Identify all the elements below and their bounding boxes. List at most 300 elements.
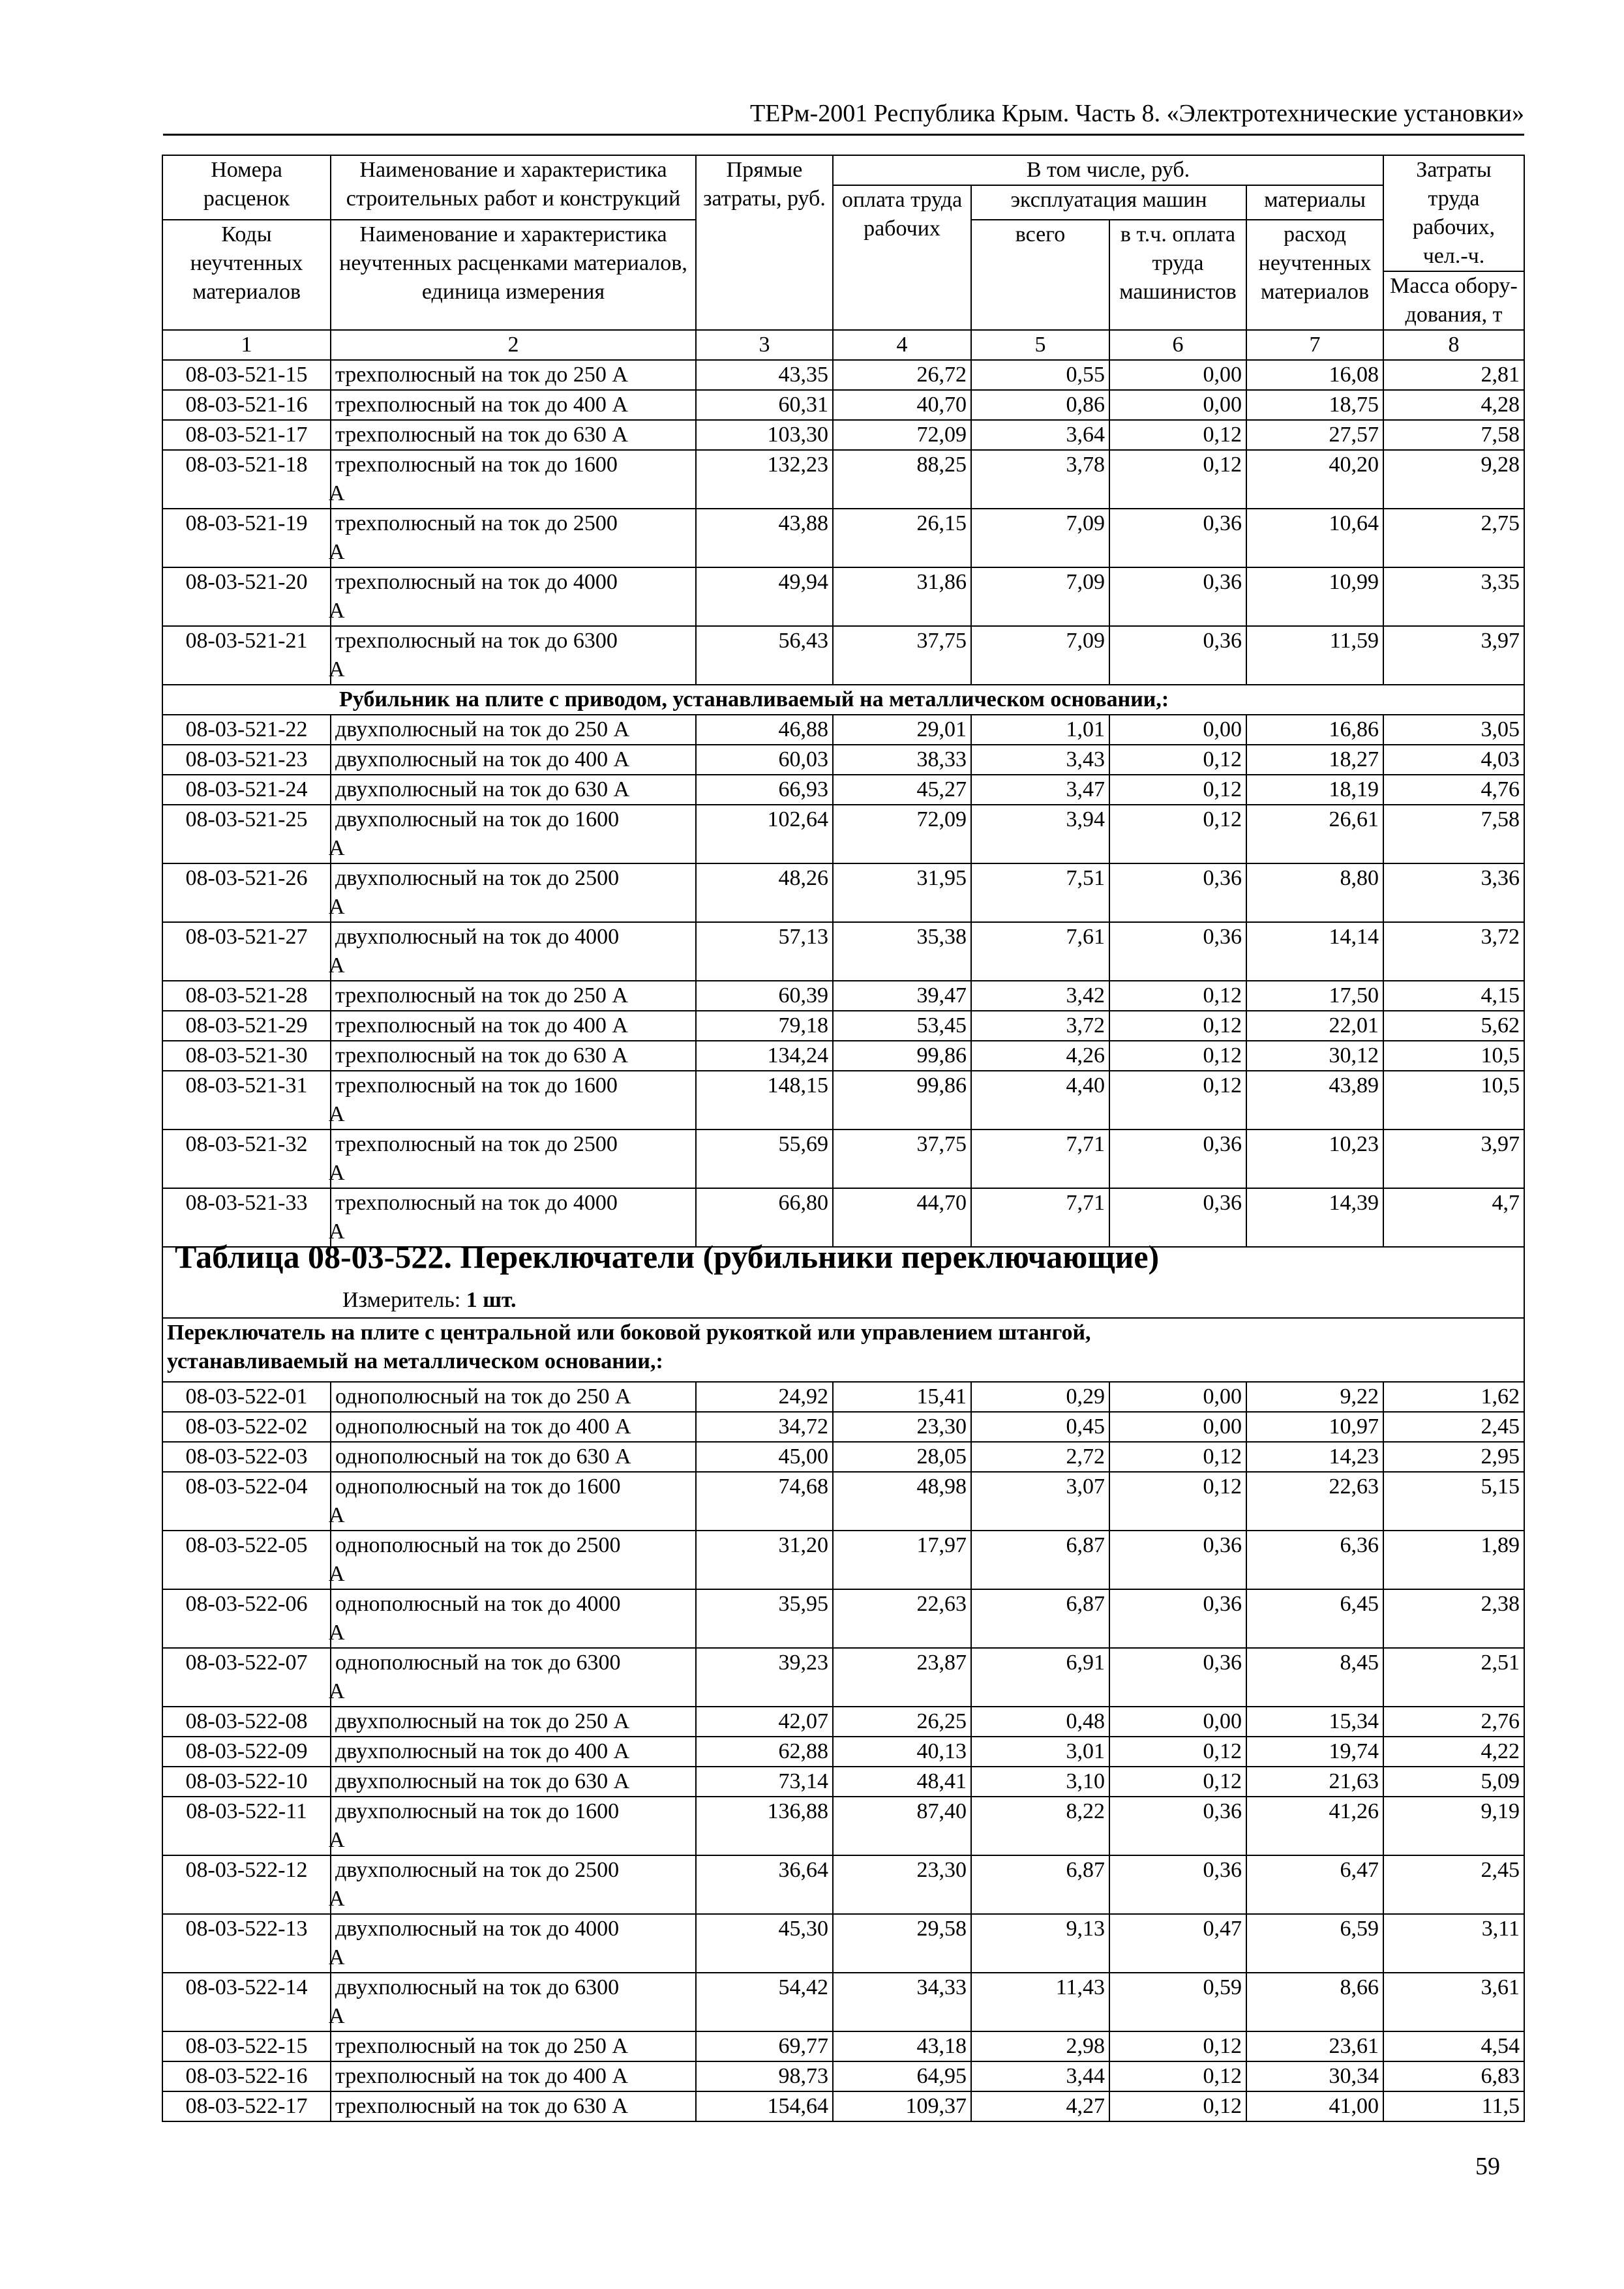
machine-cost-total: 7,09 (971, 509, 1109, 567)
machinist-pay: 0,00 (1109, 1412, 1246, 1442)
work-name (331, 2031, 696, 2061)
labor-pay: 109,37 (833, 2091, 971, 2121)
labor-hours: 3,97 (1383, 1130, 1524, 1188)
col7-header: расход неучтенных материалов (1246, 220, 1383, 330)
labor-hours: 2,45 (1383, 1412, 1524, 1442)
materials-cost: 27,57 (1246, 420, 1383, 450)
direct-cost: 102,64 (696, 805, 833, 863)
machinist-pay: 0,36 (1109, 1589, 1246, 1648)
labor-pay: 48,98 (833, 1472, 971, 1531)
machine-cost-total: 6,87 (971, 1855, 1109, 1914)
machine-cost-total: 4,40 (971, 1071, 1109, 1130)
table-row (162, 1531, 1524, 1589)
col-number: 2 (331, 330, 696, 360)
work-name (331, 1412, 696, 1442)
table-row (162, 715, 1524, 745)
work-name (331, 1130, 696, 1188)
direct-cost: 46,88 (696, 715, 833, 745)
machine-cost-total: 7,09 (971, 626, 1109, 685)
labor-hours: 3,61 (1383, 1973, 1524, 2031)
materials-cost: 18,19 (1246, 775, 1383, 805)
work-name (331, 1442, 696, 1472)
labor-hours: 4,28 (1383, 390, 1524, 420)
page-number: 59 (1475, 2153, 1500, 2180)
work-name-text: двухполюсный на ток до 6300 (335, 1975, 620, 1999)
machine-cost-total: 0,55 (971, 360, 1109, 390)
work-name (331, 863, 696, 922)
table-row (162, 1130, 1524, 1188)
machinist-pay: 0,36 (1109, 863, 1246, 922)
direct-cost: 55,69 (696, 1130, 833, 1188)
table-row (162, 745, 1524, 775)
table-row (162, 1855, 1524, 1914)
machinist-pay: 0,36 (1109, 922, 1246, 981)
table-row (162, 626, 1524, 685)
work-name (331, 1011, 696, 1041)
rate-code: 08-03-521-17 (162, 420, 331, 450)
machinist-pay: 0,36 (1109, 626, 1246, 685)
rate-code: 08-03-522-06 (162, 1589, 331, 1648)
col-number: 7 (1246, 330, 1383, 360)
labor-hours: 4,15 (1383, 981, 1524, 1011)
work-name-text: трехполюсный на ток до 400 А (335, 1013, 628, 1038)
work-name-text: трехполюсный на ток до 2500 (335, 511, 618, 535)
labor-pay: 64,95 (833, 2061, 971, 2091)
rate-code: 08-03-521-25 (162, 805, 331, 863)
rate-code: 08-03-521-28 (162, 981, 331, 1011)
labor-hours: 4,76 (1383, 775, 1524, 805)
direct-cost: 39,23 (696, 1648, 833, 1707)
materials-cost: 40,20 (1246, 450, 1383, 509)
rate-code: 08-03-522-05 (162, 1531, 331, 1589)
rate-code: 08-03-521-26 (162, 863, 331, 922)
machine-cost-total: 2,72 (971, 1442, 1109, 1472)
labor-hours: 2,51 (1383, 1648, 1524, 1707)
table-row (162, 1914, 1524, 1973)
work-name-text: однополюсный на ток до 1600 (335, 1474, 621, 1499)
work-name (331, 567, 696, 626)
labor-pay: 72,09 (833, 805, 971, 863)
labor-pay: 43,18 (833, 2031, 971, 2061)
work-name-unit: А (329, 1503, 345, 1527)
labor-pay: 44,70 (833, 1188, 971, 1247)
work-name (331, 1472, 696, 1531)
materials-cost: 10,64 (1246, 509, 1383, 567)
direct-cost: 60,39 (696, 981, 833, 1011)
machinist-pay: 0,12 (1109, 1767, 1246, 1797)
work-name-text: двухполюсный на ток до 630 А (335, 1769, 630, 1793)
rate-code: 08-03-522-01 (162, 1382, 331, 1412)
work-name (331, 626, 696, 685)
materials-cost: 11,59 (1246, 626, 1383, 685)
table-row (162, 450, 1524, 509)
labor-pay: 35,38 (833, 922, 971, 981)
labor-pay: 26,15 (833, 509, 971, 567)
machinist-pay: 0,36 (1109, 1531, 1246, 1589)
labor-pay: 17,97 (833, 1531, 971, 1589)
labor-hours: 2,45 (1383, 1855, 1524, 1914)
table-row (162, 1412, 1524, 1442)
table-heading: Таблица 08-03-522. Переключатели (рубильники переключающие) (175, 1238, 1160, 1275)
direct-cost: 48,26 (696, 863, 833, 922)
work-name-text: трехполюсный на ток до 1600 (335, 1073, 618, 1098)
measure-value: 1 шт. (466, 1288, 517, 1312)
labor-pay: 99,86 (833, 1071, 971, 1130)
materials-cost: 6,36 (1246, 1531, 1383, 1589)
section-title-switch-drive: Рубильник на плите с приводом, устанавливаемый на металлическом основании,: (162, 685, 1524, 715)
labor-pay: 26,72 (833, 360, 971, 390)
work-name-text: однополюсный на ток до 2500 (335, 1533, 621, 1557)
work-name (331, 1589, 696, 1648)
labor-hours: 3,97 (1383, 626, 1524, 685)
work-name (331, 745, 696, 775)
materials-cost: 19,74 (1246, 1737, 1383, 1767)
materials-cost: 6,45 (1246, 1589, 1383, 1648)
direct-cost: 66,93 (696, 775, 833, 805)
work-name (331, 450, 696, 509)
labor-pay: 40,70 (833, 390, 971, 420)
machinist-pay: 0,36 (1109, 1648, 1246, 1707)
work-name (331, 1914, 696, 1973)
machine-cost-total: 3,43 (971, 745, 1109, 775)
machinist-pay: 0,00 (1109, 360, 1246, 390)
machine-cost-total: 3,44 (971, 2061, 1109, 2091)
machinist-pay: 0,36 (1109, 1855, 1246, 1914)
work-name-unit: А (329, 657, 345, 681)
direct-cost: 66,80 (696, 1188, 833, 1247)
direct-cost: 45,30 (696, 1914, 833, 1973)
table-row (162, 1589, 1524, 1648)
rate-code: 08-03-521-33 (162, 1188, 331, 1247)
labor-pay: 22,63 (833, 1589, 971, 1648)
machinist-pay: 0,00 (1109, 1382, 1246, 1412)
labor-hours: 7,58 (1383, 420, 1524, 450)
machine-cost-total: 3,07 (971, 1472, 1109, 1531)
machine-cost-total: 3,72 (971, 1011, 1109, 1041)
rate-code: 08-03-522-16 (162, 2061, 331, 2091)
machinist-pay: 0,12 (1109, 2031, 1246, 2061)
direct-cost: 60,31 (696, 390, 833, 420)
rates-table-522 (162, 1317, 1525, 2122)
machine-cost-total: 9,13 (971, 1914, 1109, 1973)
machine-cost-total: 7,71 (971, 1130, 1109, 1188)
labor-hours: 5,09 (1383, 1767, 1524, 1797)
column-numbers-row (162, 330, 1524, 360)
labor-pay: 53,45 (833, 1011, 971, 1041)
materials-cost: 6,47 (1246, 1855, 1383, 1914)
work-name (331, 1071, 696, 1130)
rate-code: 08-03-522-07 (162, 1648, 331, 1707)
rate-code: 08-03-521-24 (162, 775, 331, 805)
direct-cost: 31,20 (696, 1531, 833, 1589)
table-row (162, 420, 1524, 450)
materials-cost: 22,01 (1246, 1011, 1383, 1041)
labor-hours: 3,11 (1383, 1914, 1524, 1973)
col2-header-bottom: Наименование и характеристика неучтенных расценками материалов, единица измерения (331, 220, 696, 330)
table-row (162, 1707, 1524, 1737)
work-name-text: трехполюсный на ток до 250 А (335, 2034, 628, 2058)
labor-pay: 37,75 (833, 626, 971, 685)
materials-cost: 41,00 (1246, 2091, 1383, 2121)
work-name (331, 1382, 696, 1412)
work-name-text: трехполюсный на ток до 630 А (335, 2094, 628, 2118)
direct-cost: 43,35 (696, 360, 833, 390)
machinist-pay: 0,36 (1109, 1797, 1246, 1855)
machinist-pay: 0,00 (1109, 715, 1246, 745)
table-row (162, 567, 1524, 626)
labor-pay: 87,40 (833, 1797, 971, 1855)
labor-pay: 28,05 (833, 1442, 971, 1472)
labor-hours: 1,89 (1383, 1531, 1524, 1589)
labor-hours: 4,22 (1383, 1737, 1524, 1767)
measure-unit (342, 1286, 517, 1315)
work-name-text: трехполюсный на ток до 4000 (335, 570, 618, 594)
work-name-text: трехполюсный на ток до 2500 (335, 1132, 618, 1156)
machine-cost-total: 0,45 (971, 1412, 1109, 1442)
machine-cost-total: 3,64 (971, 420, 1109, 450)
direct-cost: 148,15 (696, 1071, 833, 1130)
work-name-text: двухполюсный на ток до 1600 (335, 1799, 620, 1823)
materials-cost: 30,34 (1246, 2061, 1383, 2091)
work-name-unit: А (329, 953, 345, 978)
rate-code: 08-03-522-08 (162, 1707, 331, 1737)
machine-cost-total: 3,94 (971, 805, 1109, 863)
labor-hours: 2,81 (1383, 360, 1524, 390)
direct-cost: 49,94 (696, 567, 833, 626)
table-row (162, 1973, 1524, 2031)
work-name-text: трехполюсный на ток до 250 А (335, 363, 628, 387)
machinist-pay: 0,59 (1109, 1973, 1246, 2031)
materials-cost: 16,08 (1246, 360, 1383, 390)
machinist-pay: 0,47 (1109, 1914, 1246, 1973)
work-name-text: двухполюсный на ток до 4000 (335, 925, 620, 949)
direct-cost: 154,64 (696, 2091, 833, 2121)
rate-code: 08-03-521-27 (162, 922, 331, 981)
direct-cost: 60,03 (696, 745, 833, 775)
work-name (331, 2061, 696, 2091)
work-name-text: однополюсный на ток до 250 А (335, 1384, 631, 1409)
machine-cost-total: 11,43 (971, 1973, 1109, 2031)
materials-cost: 23,61 (1246, 2031, 1383, 2061)
work-name (331, 805, 696, 863)
work-name (331, 715, 696, 745)
col8-header-top: Затраты труда рабочих, чел.-ч. (1383, 155, 1524, 271)
direct-cost: 74,68 (696, 1472, 833, 1531)
work-name (331, 2091, 696, 2121)
labor-hours: 7,58 (1383, 805, 1524, 863)
col-number: 6 (1109, 330, 1246, 360)
machinist-pay: 0,12 (1109, 775, 1246, 805)
direct-cost: 132,23 (696, 450, 833, 509)
table-row (162, 360, 1524, 390)
work-name-unit: А (329, 895, 345, 919)
materials-cost: 30,12 (1246, 1041, 1383, 1071)
work-name-text: двухполюсный на ток до 2500 (335, 866, 620, 890)
rate-code: 08-03-521-30 (162, 1041, 331, 1071)
rate-code: 08-03-522-17 (162, 2091, 331, 2121)
machinist-pay: 0,12 (1109, 1071, 1246, 1130)
direct-cost: 42,07 (696, 1707, 833, 1737)
work-name-text: однополюсный на ток до 6300 (335, 1651, 621, 1675)
direct-cost: 62,88 (696, 1737, 833, 1767)
materials-cost: 10,99 (1246, 567, 1383, 626)
labor-hours: 4,03 (1383, 745, 1524, 775)
machine-cost-total: 7,51 (971, 863, 1109, 922)
work-name (331, 1767, 696, 1797)
work-name-text: двухполюсный на ток до 250 А (335, 717, 630, 741)
machine-cost-total: 4,26 (971, 1041, 1109, 1071)
labor-hours: 5,15 (1383, 1472, 1524, 1531)
direct-cost: 24,92 (696, 1382, 833, 1412)
work-name-text: трехполюсный на ток до 630 А (335, 1043, 628, 1068)
rate-code: 08-03-521-23 (162, 745, 331, 775)
work-name-unit: А (329, 2004, 345, 2028)
rate-code: 08-03-521-31 (162, 1071, 331, 1130)
labor-hours: 3,05 (1383, 715, 1524, 745)
work-name-unit: А (329, 1679, 345, 1703)
machine-cost-total: 7,09 (971, 567, 1109, 626)
rate-code: 08-03-522-09 (162, 1737, 331, 1767)
labor-pay: 26,25 (833, 1707, 971, 1737)
work-name (331, 1531, 696, 1589)
materials-cost: 18,27 (1246, 745, 1383, 775)
section-title-line: устанавливаемый на металлическом основании,: (167, 1349, 663, 1373)
materials-cost: 8,80 (1246, 863, 1383, 922)
work-name-unit: А (329, 1161, 345, 1185)
direct-cost: 79,18 (696, 1011, 833, 1041)
labor-pay: 37,75 (833, 1130, 971, 1188)
direct-cost: 36,64 (696, 1855, 833, 1914)
labor-hours: 10,5 (1383, 1041, 1524, 1071)
machine-cost-total: 2,98 (971, 2031, 1109, 2061)
work-name-text: однополюсный на ток до 630 А (335, 1444, 631, 1469)
materials-cost: 41,26 (1246, 1797, 1383, 1855)
table-row (162, 863, 1524, 922)
table-row (162, 1041, 1524, 1071)
materials-cost: 22,63 (1246, 1472, 1383, 1531)
rate-code: 08-03-522-13 (162, 1914, 331, 1973)
col8-header-bottom: Масса обору- дования, т (1383, 271, 1524, 330)
labor-pay: 39,47 (833, 981, 971, 1011)
rate-code: 08-03-522-02 (162, 1412, 331, 1442)
work-name (331, 1797, 696, 1855)
materials-cost: 15,34 (1246, 1707, 1383, 1737)
work-name-text: трехполюсный на ток до 4000 (335, 1191, 618, 1215)
rate-code: 08-03-521-18 (162, 450, 331, 509)
machine-cost-total: 3,42 (971, 981, 1109, 1011)
materials-cost: 6,59 (1246, 1914, 1383, 1973)
work-name-text: трехполюсный на ток до 400 А (335, 393, 628, 417)
table-row (162, 775, 1524, 805)
table-row (162, 509, 1524, 567)
labor-hours: 4,54 (1383, 2031, 1524, 2061)
labor-pay: 29,58 (833, 1914, 971, 1973)
labor-hours: 2,95 (1383, 1442, 1524, 1472)
materials-cost: 14,23 (1246, 1442, 1383, 1472)
machinist-pay: 0,36 (1109, 1130, 1246, 1188)
work-name-unit: А (329, 1562, 345, 1586)
work-name-text: трехполюсный на ток до 250 А (335, 983, 628, 1008)
materials-cost: 21,63 (1246, 1767, 1383, 1797)
work-name-text: трехполюсный на ток до 6300 (335, 629, 618, 653)
work-name (331, 420, 696, 450)
labor-pay: 88,25 (833, 450, 971, 509)
labor-hours: 2,76 (1383, 1707, 1524, 1737)
materials-cost: 8,45 (1246, 1648, 1383, 1707)
machinist-pay: 0,12 (1109, 805, 1246, 863)
materials-cost: 14,39 (1246, 1188, 1383, 1247)
col4-header: оплата труда рабочих (833, 185, 971, 330)
direct-cost: 69,77 (696, 2031, 833, 2061)
table-row (162, 2061, 1524, 2091)
work-name (331, 390, 696, 420)
work-name-text: двухполюсный на ток до 400 А (335, 1739, 630, 1763)
machinist-pay: 0,12 (1109, 450, 1246, 509)
rate-code: 08-03-522-15 (162, 2031, 331, 2061)
labor-pay: 45,27 (833, 775, 971, 805)
work-name-unit: А (329, 836, 345, 860)
col-number: 3 (696, 330, 833, 360)
work-name-unit: А (329, 1945, 345, 1969)
machine-cost-total: 7,71 (971, 1188, 1109, 1247)
direct-cost: 98,73 (696, 2061, 833, 2091)
work-name-unit: А (329, 1102, 345, 1126)
work-name-text: двухполюсный на ток до 400 А (335, 747, 630, 771)
labor-pay: 38,33 (833, 745, 971, 775)
work-name-text: трехполюсный на ток до 1600 (335, 453, 618, 477)
table-row (162, 922, 1524, 981)
labor-hours: 1,62 (1383, 1382, 1524, 1412)
table-row (162, 390, 1524, 420)
table-row (162, 805, 1524, 863)
direct-cost: 34,72 (696, 1412, 833, 1442)
materials-cost: 10,23 (1246, 1130, 1383, 1188)
labor-pay: 31,86 (833, 567, 971, 626)
materials-cost: 43,89 (1246, 1071, 1383, 1130)
col1-header-top: Номера расценок (162, 155, 331, 220)
work-name (331, 922, 696, 981)
work-name (331, 775, 696, 805)
machinist-pay: 0,36 (1109, 1188, 1246, 1247)
work-name-unit: А (329, 1621, 345, 1645)
col-number: 8 (1383, 330, 1524, 360)
labor-pay: 72,09 (833, 420, 971, 450)
section-title-line: Переключатель на плите с центральной или боковой рукояткой или управлением штангой, (167, 1321, 1091, 1345)
labor-pay: 31,95 (833, 863, 971, 922)
machinist-pay: 0,12 (1109, 1472, 1246, 1531)
work-name (331, 1855, 696, 1914)
work-name (331, 1973, 696, 2031)
machine-cost-total: 4,27 (971, 2091, 1109, 2121)
rate-code: 08-03-521-22 (162, 715, 331, 745)
table-row (162, 1737, 1524, 1767)
work-name-unit: А (329, 540, 345, 564)
machine-cost-total: 3,47 (971, 775, 1109, 805)
rate-code: 08-03-521-20 (162, 567, 331, 626)
rate-code: 08-03-522-04 (162, 1472, 331, 1531)
measure-label: Измеритель: (342, 1288, 461, 1312)
materials-cost: 16,86 (1246, 715, 1383, 745)
labor-hours: 2,75 (1383, 509, 1524, 567)
rate-code: 08-03-522-14 (162, 1973, 331, 2031)
work-name (331, 1707, 696, 1737)
machine-cost-total: 3,01 (971, 1737, 1109, 1767)
machinist-pay: 0,12 (1109, 981, 1246, 1011)
rate-code: 08-03-521-32 (162, 1130, 331, 1188)
materials-cost: 26,61 (1246, 805, 1383, 863)
table-row (162, 1071, 1524, 1130)
rate-code: 08-03-522-03 (162, 1442, 331, 1472)
